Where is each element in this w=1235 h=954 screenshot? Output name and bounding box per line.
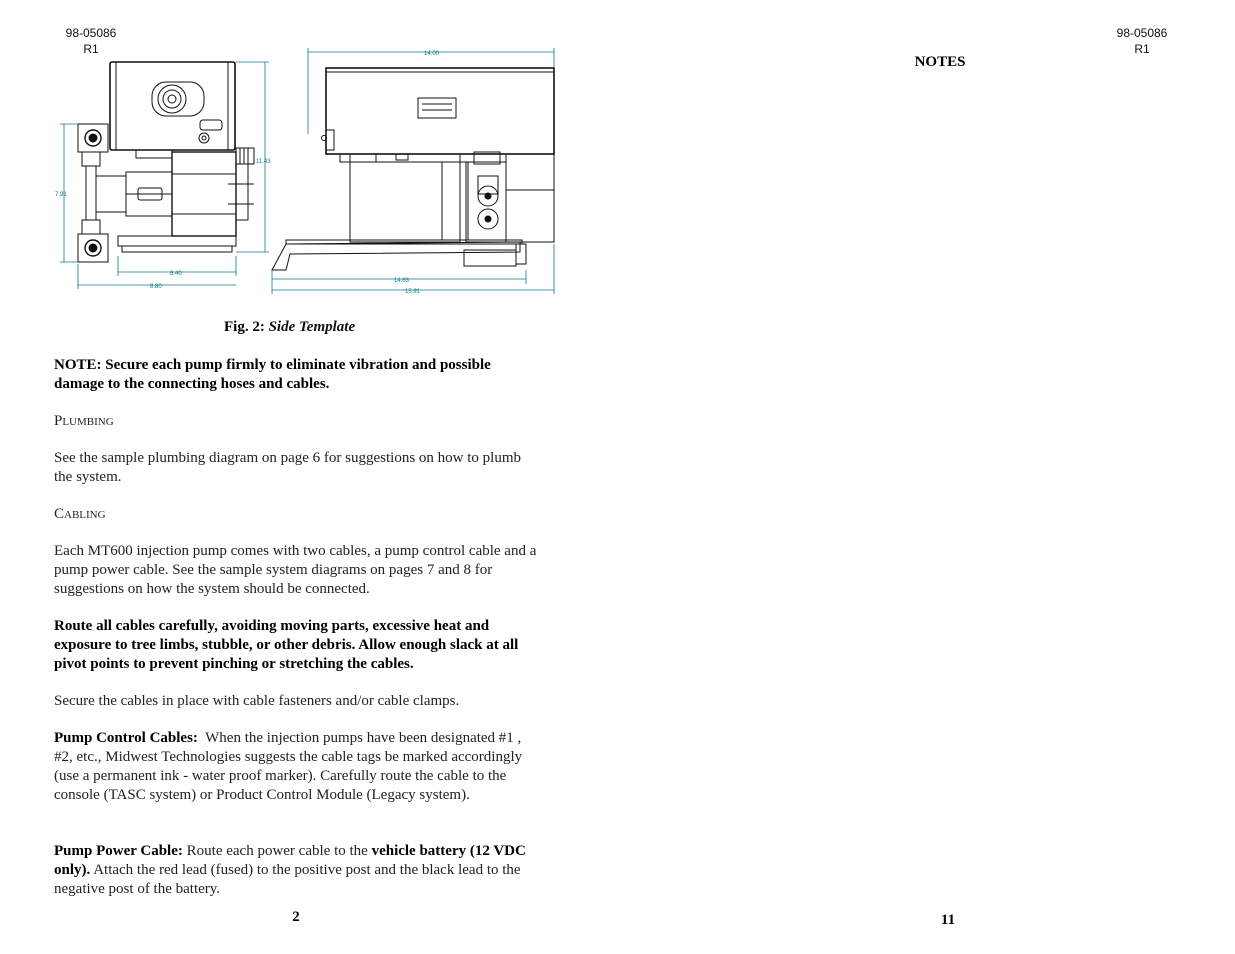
- pump-power-label: Pump Power Cable:: [54, 843, 183, 859]
- figure-caption: [224, 318, 355, 337]
- left-revision: R1: [83, 42, 99, 56]
- pump-power-text-1: Route each power cable to the: [186, 843, 368, 859]
- pump-control-paragraph: [54, 729, 538, 805]
- cabling-text: Each MT600 injection pump comes with two cables, a pump control cable and a pump power cable. See the sample system diagrams on pages 7 and 8 for suggestions on how the system should be connected.: [54, 543, 537, 597]
- front-view-dimension-lines: [60, 62, 269, 289]
- pump-power-bold: vehicle battery (12 VDC only).: [54, 843, 526, 878]
- side-template-drawing: [50, 44, 560, 300]
- plumbing-heading: Plumbing: [54, 413, 114, 429]
- left-page-number: 2: [292, 909, 300, 925]
- cabling-heading: Cabling: [54, 506, 106, 522]
- dim-front-height: 7.91: [55, 192, 67, 198]
- right-doc-number: 98-05086: [1116, 26, 1168, 40]
- dim-side-inner-width: 14.63: [394, 278, 410, 284]
- front-view-pump: [78, 62, 254, 262]
- right-page-number: 11: [940, 912, 956, 928]
- route-cables-warning: Route all cables carefully, avoiding moving parts, excessive heat and exposure to tree limbs, stubble, or other debris. Allow enough slack at all pivot points to prevent pinching or stretching the cables.: [54, 618, 519, 672]
- pump-control-text: When the injection pumps have been designated #1 , #2, etc., Midwest Technologies suggests the cable tags be marked accordingly (use a permanent ink - water proof marker). Carefully route the cable to the console (TASC system) or Product Control Module (Legacy system).: [54, 730, 523, 803]
- dim-side-outer-width: 15.91: [405, 289, 421, 295]
- figure-caption-title: Side Template: [268, 319, 356, 335]
- side-view-dimension-lines: [272, 48, 554, 294]
- dim-front-height-right: 11.43: [256, 159, 271, 165]
- notes-title: NOTES: [914, 54, 966, 70]
- left-doc-number: 98-05086: [65, 26, 117, 40]
- dim-side-top-width: 14.00: [424, 51, 440, 57]
- plumbing-text: See the sample plumbing diagram on page 6 for suggestions on how to plumb the system.: [54, 450, 522, 485]
- secure-cables-text: Secure the cables in place with cable fasteners and/or cable clamps.: [54, 693, 460, 709]
- right-doc-header: [1110, 25, 1174, 57]
- side-view-pump: [272, 68, 554, 270]
- figure-caption-prefix: Fig. 2:: [224, 319, 265, 335]
- right-revision: R1: [1134, 42, 1150, 56]
- pump-power-paragraph: [54, 842, 538, 899]
- pump-power-text-2: Attach the red lead (fused) to the positive post and the black lead to the negative post of the battery.: [54, 862, 521, 897]
- pump-control-label: Pump Control Cables:: [54, 730, 198, 746]
- note-secure-pump: NOTE: Secure each pump firmly to eliminate vibration and possible damage to the connecting hoses and cables.: [54, 357, 491, 392]
- dim-front-inner-width: 6.40: [170, 271, 182, 277]
- dim-front-outer-width: 8.80: [150, 284, 162, 290]
